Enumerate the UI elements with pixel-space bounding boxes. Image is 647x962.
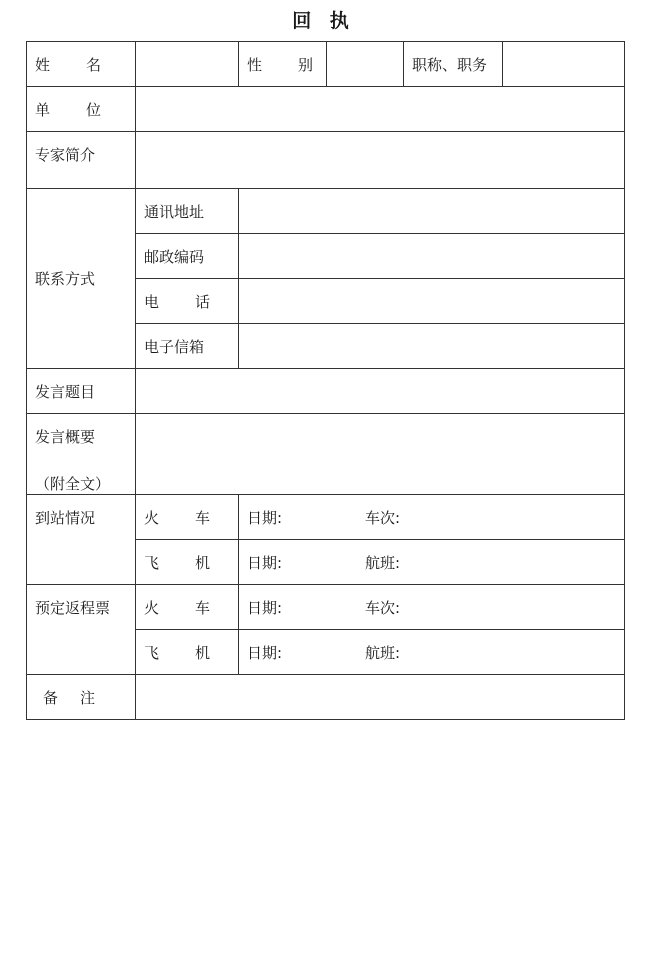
input-topic[interactable] [136, 369, 625, 414]
input-bio[interactable] [136, 132, 625, 189]
arrival-flight-no-label: 航班: [365, 553, 401, 572]
label-position: 职称、职务 [404, 42, 503, 87]
input-arrival-train[interactable] [239, 495, 625, 540]
row-return-train [27, 585, 625, 630]
label-phone-text: 电 话 [144, 292, 210, 311]
label-return-plane-text: 飞 机 [144, 643, 210, 662]
arrival-train-date-label: 日期: [247, 508, 283, 527]
label-arrival-plane [136, 540, 239, 585]
input-name[interactable] [136, 42, 239, 87]
return-train-no-label: 车次: [365, 598, 401, 617]
input-summary[interactable] [136, 414, 625, 495]
label-name [27, 42, 136, 87]
row-name [27, 42, 625, 87]
arrival-plane-date-label: 日期: [247, 553, 283, 572]
return-train-date-label: 日期: [247, 598, 283, 617]
label-summary-line2: （附全文） [35, 475, 111, 493]
arrival-train-no-label: 车次: [365, 508, 401, 527]
label-bio: 专家简介 [27, 132, 136, 189]
label-contact: 联系方式 [27, 189, 136, 369]
input-remarks[interactable] [136, 675, 625, 720]
label-arrival-train [136, 495, 239, 540]
input-email[interactable] [239, 324, 625, 369]
label-unit-text: 单 位 [35, 100, 101, 119]
label-summary [27, 414, 136, 495]
input-return-plane[interactable] [239, 630, 625, 675]
reply-form-table [26, 41, 625, 720]
label-unit [27, 87, 136, 132]
label-return-train-text: 火 车 [144, 598, 210, 617]
label-summary-line1: 发言概要 [35, 428, 96, 446]
input-arrival-plane[interactable] [239, 540, 625, 585]
input-position[interactable] [503, 42, 625, 87]
label-return-ticket: 预定返程票 [27, 585, 136, 675]
label-arrival-plane-text: 飞 机 [144, 553, 210, 572]
input-address[interactable] [239, 189, 625, 234]
input-phone[interactable] [239, 279, 625, 324]
input-return-train[interactable] [239, 585, 625, 630]
row-arrival-train [27, 495, 625, 540]
return-plane-date-label: 日期: [247, 643, 283, 662]
row-remarks [27, 675, 625, 720]
label-address: 通讯地址 [136, 189, 239, 234]
label-topic: 发言题目 [27, 369, 136, 414]
label-return-plane [136, 630, 239, 675]
label-arrival: 到站情况 [27, 495, 136, 585]
input-postcode[interactable] [239, 234, 625, 279]
label-email: 电子信箱 [136, 324, 239, 369]
label-remarks-text: 备 注 [43, 688, 95, 707]
row-topic [27, 369, 625, 414]
label-return-train [136, 585, 239, 630]
label-name-text: 姓 名 [35, 55, 101, 74]
input-gender[interactable] [327, 42, 404, 87]
label-gender [239, 42, 327, 87]
label-arrival-train-text: 火 车 [144, 508, 210, 527]
label-postcode: 邮政编码 [136, 234, 239, 279]
row-summary [27, 414, 625, 495]
form-title: 回 执 [292, 10, 355, 32]
input-unit[interactable] [136, 87, 625, 132]
row-bio [27, 132, 625, 189]
row-unit [27, 87, 625, 132]
label-remarks [27, 675, 136, 720]
label-gender-text: 性 别 [247, 55, 313, 74]
row-address [27, 189, 625, 234]
return-flight-no-label: 航班: [365, 643, 401, 662]
label-phone [136, 279, 239, 324]
